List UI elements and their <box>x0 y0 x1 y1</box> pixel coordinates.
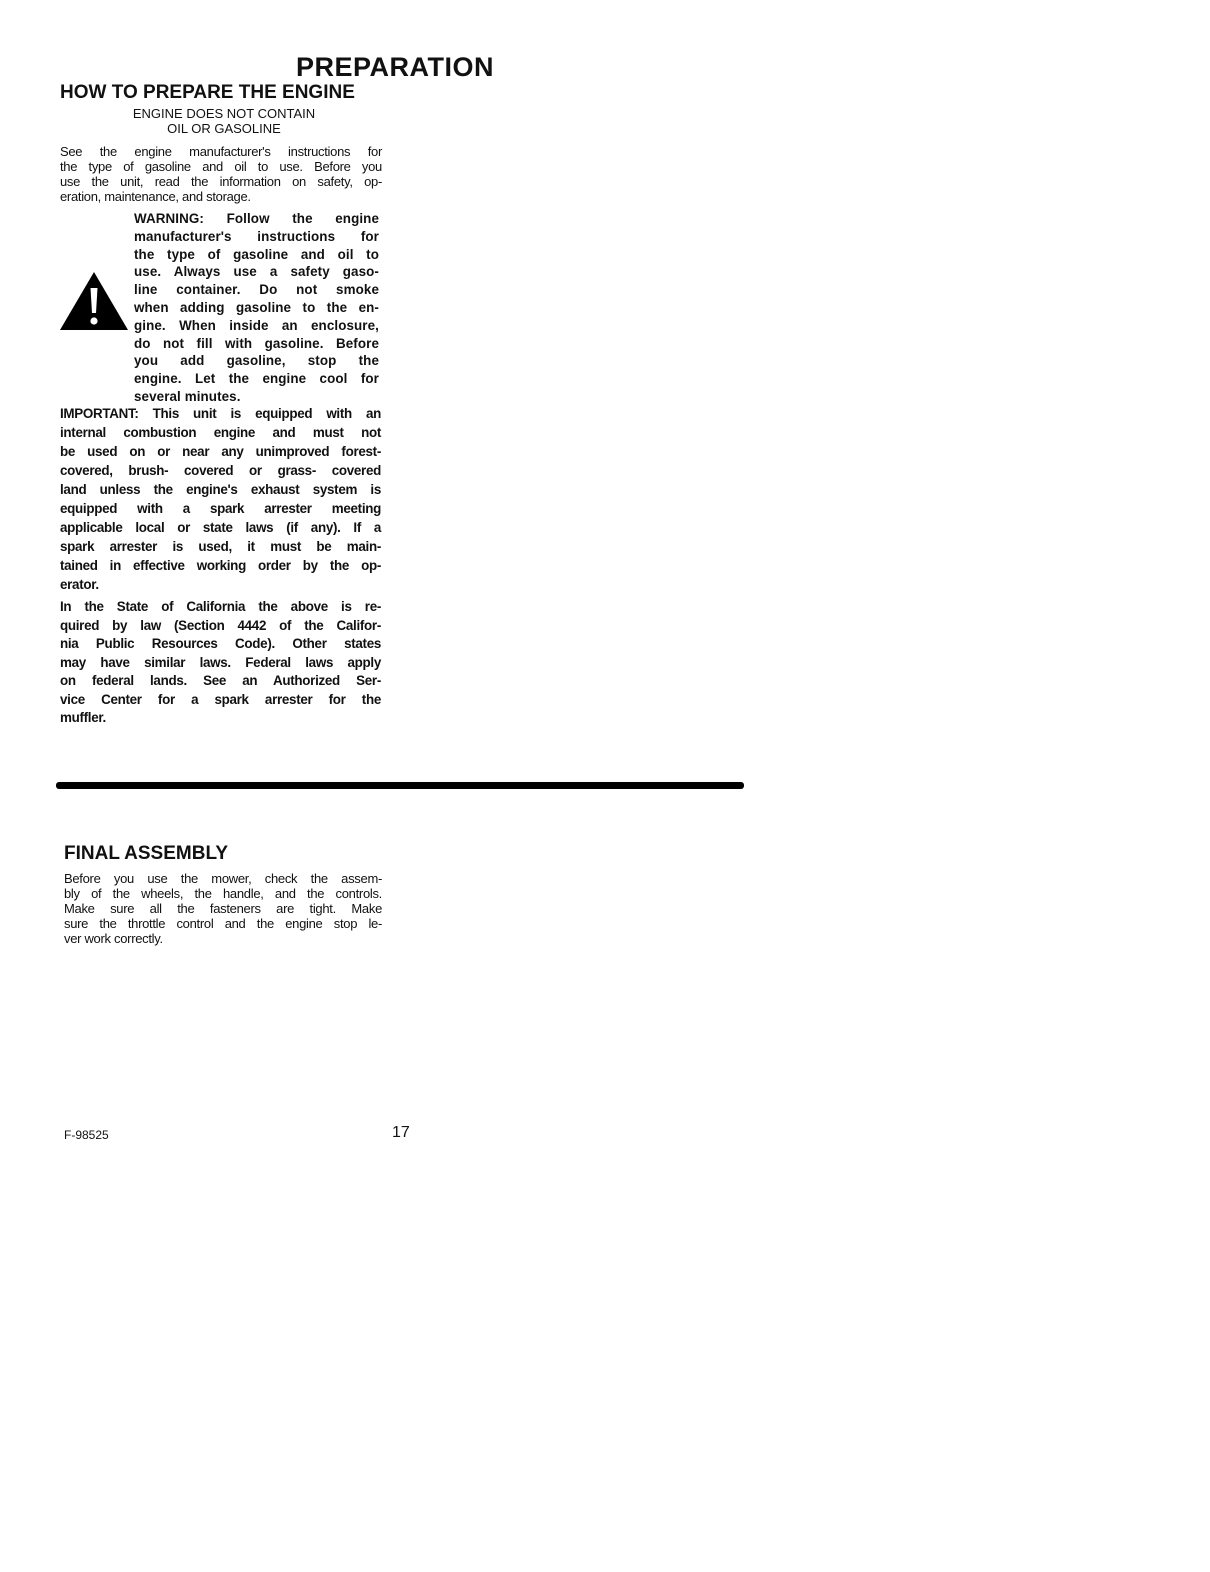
text-line: nia Public Resources Code). Other states <box>60 636 381 651</box>
text-line: the type of gasoline and oil to <box>134 246 379 262</box>
text-line: bly of the wheels, the handle, and the controls. <box>64 886 382 901</box>
text-line: sure the throttle control and the engine stop le- <box>64 916 382 931</box>
text-line: equipped with a spark arrester meeting <box>60 501 381 516</box>
subheading-line: ENGINE DOES NOT CONTAIN <box>132 106 316 121</box>
text-line: See the engine manufacturer's instructions for <box>60 144 382 159</box>
text-line: ver work correctly. <box>64 931 163 946</box>
text-line: spark arrester is used, it must be main- <box>60 539 381 554</box>
text-line: internal combustion engine and must not <box>60 425 381 440</box>
text-line: the type of gasoline and oil to use. Before you <box>60 159 382 174</box>
text-line: tained in effective working order by the op- <box>60 558 381 573</box>
text-line: eration, maintenance, and storage. <box>60 189 251 204</box>
text-line: line container. Do not smoke <box>134 282 379 298</box>
text-line: vice Center for a spark arrester for the <box>60 691 381 707</box>
section-divider-rule <box>56 782 744 789</box>
text-line: manufacturer's instructions for <box>134 228 379 244</box>
text-line: land unless the engine's exhaust system is <box>60 482 381 497</box>
document-code: F-98525 <box>64 1128 109 1142</box>
text-line: Before you use the mower, check the assem- <box>64 871 382 886</box>
california-law-paragraph <box>60 598 381 728</box>
text-line: muffler. <box>60 710 106 725</box>
text-line: use the unit, read the information on safety, op- <box>60 174 382 189</box>
text-line: In the State of California the above is re- <box>60 599 381 614</box>
section-heading-final-assembly: FINAL ASSEMBLY <box>64 843 228 864</box>
warning-paragraph <box>134 210 379 406</box>
engine-intro-paragraph <box>60 144 382 204</box>
text-line: applicable local or state laws (if any). If a <box>60 520 381 535</box>
warning-triangle-icon <box>58 270 130 332</box>
text-line: engine. Let the engine cool for <box>134 371 379 387</box>
text-line: do not fill with gasoline. Before <box>134 335 379 351</box>
final-assembly-paragraph <box>64 871 382 946</box>
important-paragraph <box>60 404 381 594</box>
text-line: WARNING: Follow the engine <box>134 211 379 226</box>
text-line: several minutes. <box>134 388 241 404</box>
text-line: Make sure all the fasteners are tight. Make <box>64 901 382 916</box>
subheading-line: OIL OR GASOLINE <box>167 121 281 136</box>
page-title: PREPARATION <box>295 52 494 82</box>
text-line: use. Always use a safety gaso- <box>134 264 379 280</box>
page-number: 17 <box>392 1124 410 1141</box>
text-line: when adding gasoline to the en- <box>134 299 379 315</box>
text-line: IMPORTANT: This unit is equipped with an <box>60 406 381 421</box>
text-line: erator. <box>60 577 99 592</box>
text-line: be used on or near any unimproved forest- <box>60 444 381 459</box>
section-heading-prepare-engine: HOW TO PREPARE THE ENGINE <box>60 82 355 103</box>
text-line: on federal lands. See an Authorized Ser- <box>60 673 381 688</box>
warning-triangle-graphic <box>58 270 130 332</box>
engine-subheading <box>60 106 388 136</box>
text-line: you add gasoline, stop the <box>134 353 379 369</box>
text-line: may have similar laws. Federal laws apply <box>60 654 381 670</box>
text-line: gine. When inside an enclosure, <box>134 317 379 333</box>
text-line: quired by law (Section 4442 of the Califor- <box>60 617 381 633</box>
text-line: covered, brush- covered or grass- covered <box>60 463 381 478</box>
